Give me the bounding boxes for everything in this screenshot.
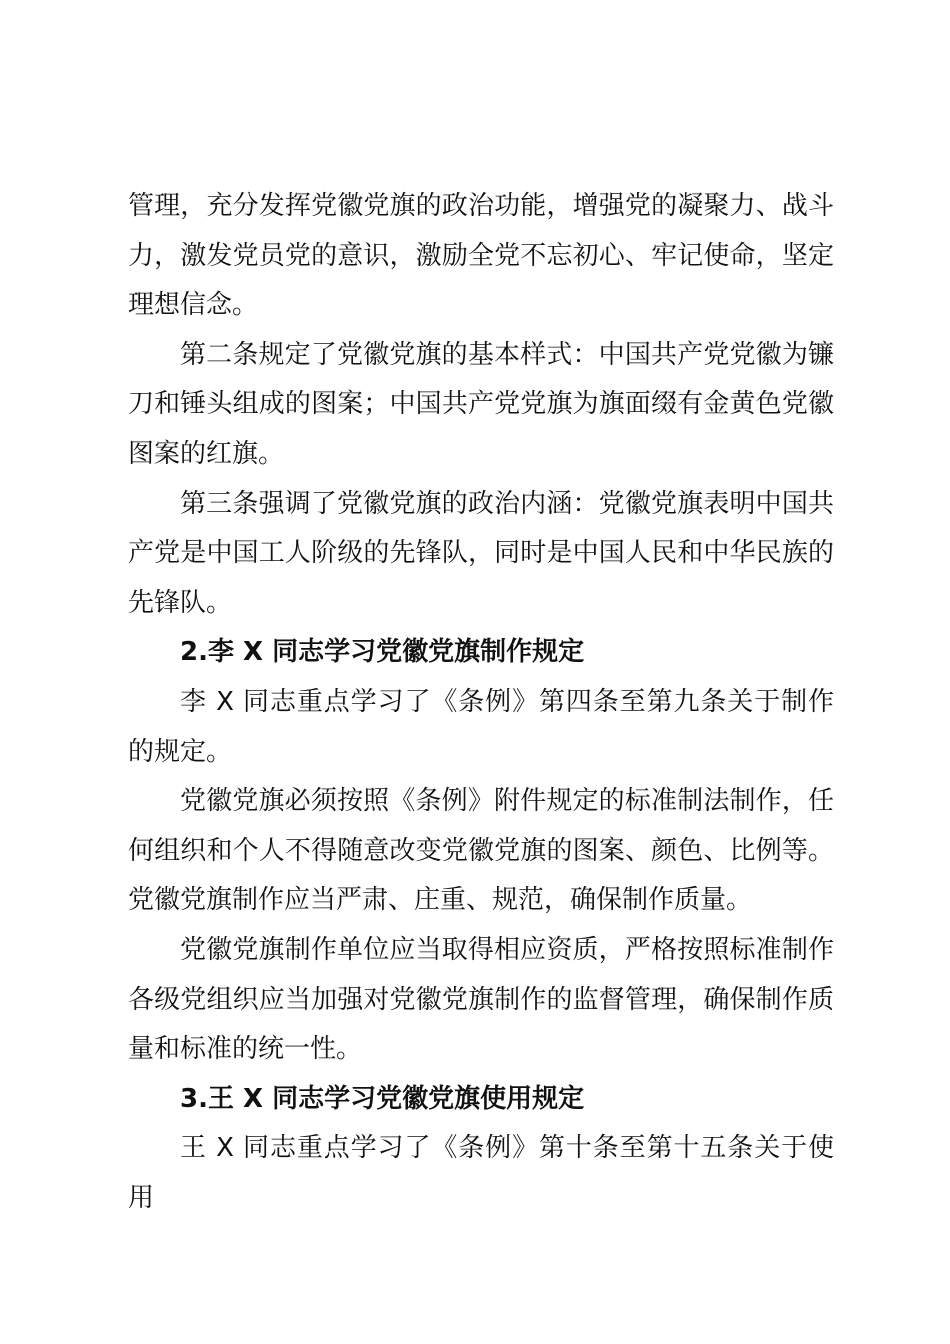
paragraph-article-two: 第二条规定了党徽党旗的基本样式：中国共产党党徽为镰刀和锤头组成的图案；中国共产党党旗为旗面缀有金黄色党徽图案的红旗。: [128, 339, 834, 469]
section-heading-usage: 3.王 X 同志学习党徽党旗使用规定: [180, 1083, 585, 1114]
paragraph-li-study: 李 X 同志重点学习了《条例》第四条至第九条关于制作的规定。: [128, 686, 834, 767]
paragraph-article-three: 第三条强调了党徽党旗的政治内涵：党徽党旗表明中国共产党是中国工人阶级的先锋队，同时是中国人民和中华民族的先锋队。: [128, 488, 834, 618]
paragraph-wang-study: 王 X 同志重点学习了《条例》第十条至第十五条关于使用: [128, 1133, 834, 1213]
section-heading-production: 2.李 X 同志学习党徽党旗制作规定: [180, 637, 585, 668]
paragraph-production-supervision: 党徽党旗制作单位应当取得相应资质，严格按照标准制作各级党组织应当加强对党徽党旗制作的监督管理，确保制作质量和标准的统一性。: [128, 934, 834, 1065]
document-body: [128, 182, 834, 1223]
paragraph-production-standard: 党徽党旗必须按照《条例》附件规定的标准制法制作，任何组织和个人不得随意改变党徽党旗的图案、颜色、比例等。党徽党旗制作应当严肃、庄重、规范，确保制作质量。: [128, 786, 834, 916]
paragraph-continuation: 管理，充分发挥党徽党旗的政治功能，增强党的凝聚力、战斗力，激发党员党的意识，激励全党不忘初心、牢记使命，坚定理想信念。: [128, 191, 834, 321]
